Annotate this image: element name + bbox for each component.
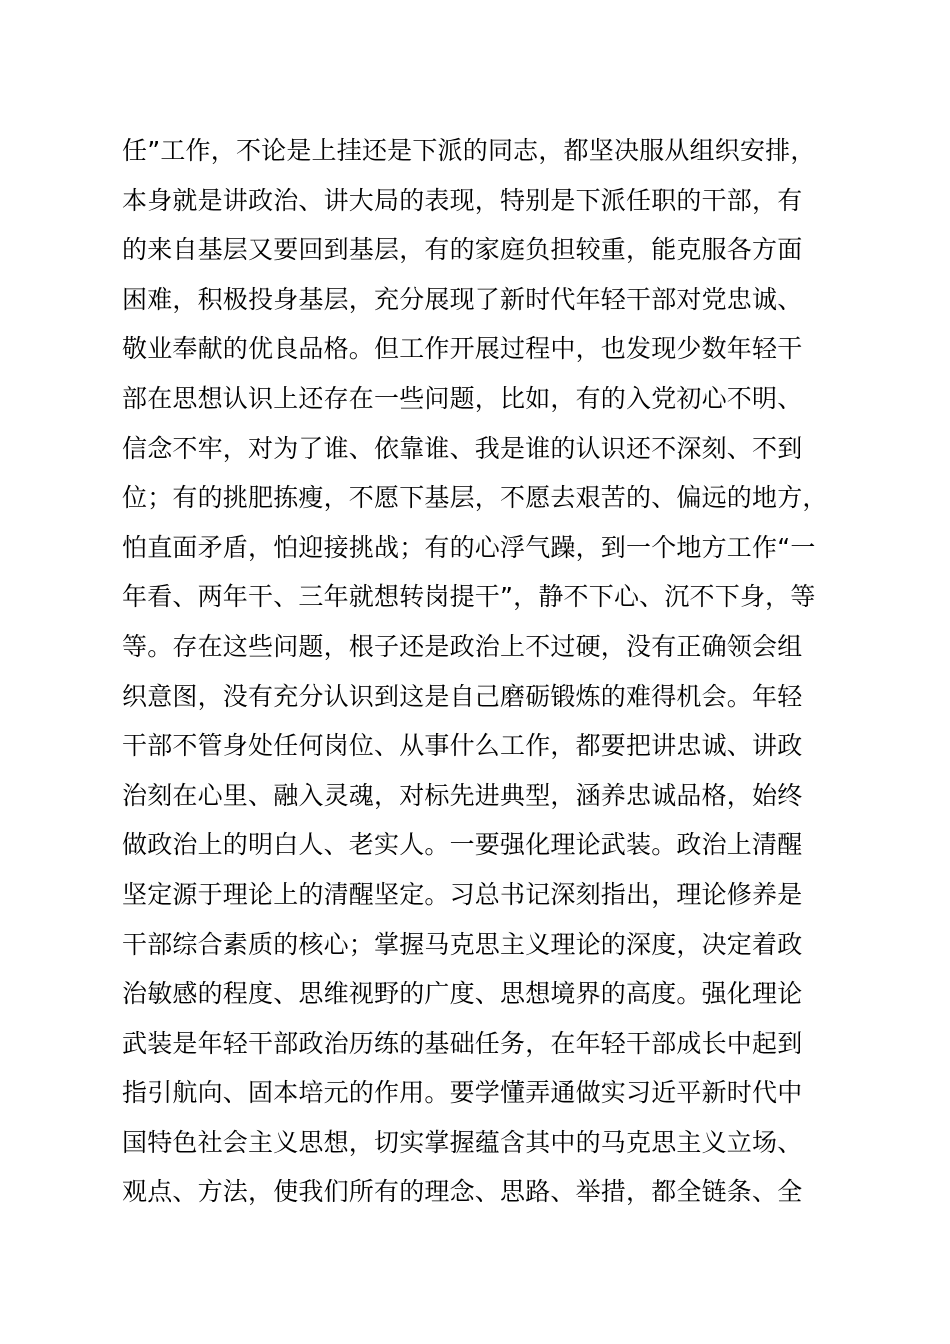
text-line: 观点、方法，使我们所有的理念、思路、举措，都全链条、全: [122, 1177, 803, 1207]
text-line: 国特色社会主义思想，切实掌握蕴含其中的马克思主义立场、: [122, 1127, 803, 1157]
text-line: 坚定源于理论上的清醒坚定。习总书记深刻指出，理论修养是: [122, 879, 803, 909]
text-line: 本身就是讲政治、讲大局的表现，特别是下派任职的干部，有: [122, 185, 803, 215]
text-line: 做政治上的明白人、老实人。一要强化理论武装。政治上清醒: [122, 830, 803, 860]
text-line: 年看、两年干、三年就想转岗提干”，静不下心、沉不下身，等: [122, 582, 816, 612]
text-line: 织意图，没有充分认识到这是自己磨砺锻炼的难得机会。年轻: [122, 681, 803, 711]
text-line: 武装是年轻干部政治历练的基础任务，在年轻干部成长中起到: [122, 1028, 803, 1058]
text-line: 怕直面矛盾，怕迎接挑战；有的心浮气躁，到一个地方工作“一: [122, 532, 816, 562]
text-line: 任”工作，不论是上挂还是下派的同志，都坚决服从组织安排，: [122, 136, 816, 165]
text-line: 等。存在这些问题，根子还是政治上不过硬，没有正确领会组: [122, 631, 803, 661]
text-line: 信念不牢，对为了谁、依靠谁、我是谁的认识还不深刻、不到: [122, 433, 803, 463]
text-line: 干部不管身处任何岗位、从事什么工作，都要把讲忠诚、讲政: [122, 731, 803, 761]
text-line: 治刻在心里、融入灵魂，对标先进典型，涵养忠诚品格，始终: [122, 780, 803, 810]
body-text: [122, 126, 882, 1217]
text-line: 治敏感的程度、思维视野的广度、思想境界的高度。强化理论: [122, 979, 803, 1009]
text-line: 困难，积极投身基层，充分展现了新时代年轻干部对党忠诚、: [122, 284, 803, 314]
text-line: 位；有的挑肥拣瘦，不愿下基层，不愿去艰苦的、偏远的地方，: [122, 483, 828, 513]
text-line: 指引航向、固本培元的作用。要学懂弄通做实习近平新时代中: [122, 1078, 803, 1108]
text-line: 的来自基层又要回到基层，有的家庭负担较重，能克服各方面: [122, 235, 803, 265]
text-line: 敬业奉献的优良品格。但工作开展过程中，也发现少数年轻干: [122, 334, 803, 364]
text-line: 部在思想认识上还存在一些问题，比如，有的入党初心不明、: [122, 383, 803, 413]
text-line: 干部综合素质的核心；掌握马克思主义理论的深度，决定着政: [122, 929, 803, 959]
